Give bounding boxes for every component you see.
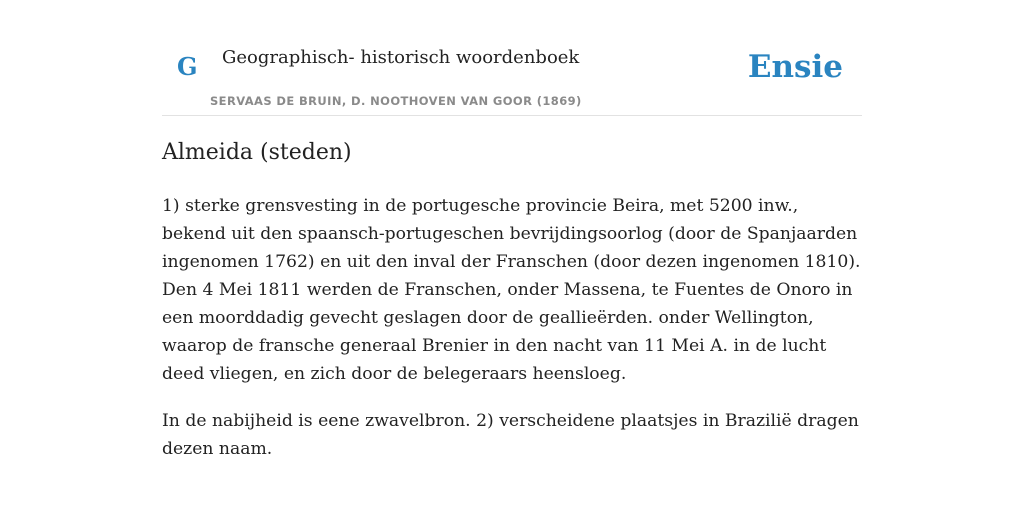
book-title-link[interactable]: Geographisch- historisch woordenboek xyxy=(222,47,580,68)
entry-title: Almeida (steden) xyxy=(162,140,352,165)
entry-paragraph: In de nabijheid is eene zwavelbron. 2) verscheidene plaatsjes in Brazilië dragen dezen naam. xyxy=(162,411,859,459)
book-logo-icon[interactable]: G xyxy=(177,52,198,81)
book-author: SERVAAS DE BRUIN, D. NOOTHOVEN VAN GOOR (1869) xyxy=(210,94,582,108)
entry-body xyxy=(162,192,862,482)
entry-paragraph: 1) sterke grensvesting in de portugesche provincie Beira, met 5200 inw., bekend uit den spaansch-portugeschen bevrijdingsoorlog (door de Spanjaarden ingenomen 1762) en uit den inval der Franschen (door dezen ingenomen 1810). Den 4 Mei 1811 werden de Franschen, onder Massena, te Fuentes de Onoro in een moorddadig gevecht geslagen door de geallieërden. onder Wellington, waarop de fransche generaal Brenier in den nacht van 11 Mei A. in de lucht deed vliegen, en zich door de belegeraars heensloeg. xyxy=(162,196,861,384)
ensie-logo-link[interactable]: Ensie xyxy=(747,49,843,85)
source-header xyxy=(162,38,862,116)
